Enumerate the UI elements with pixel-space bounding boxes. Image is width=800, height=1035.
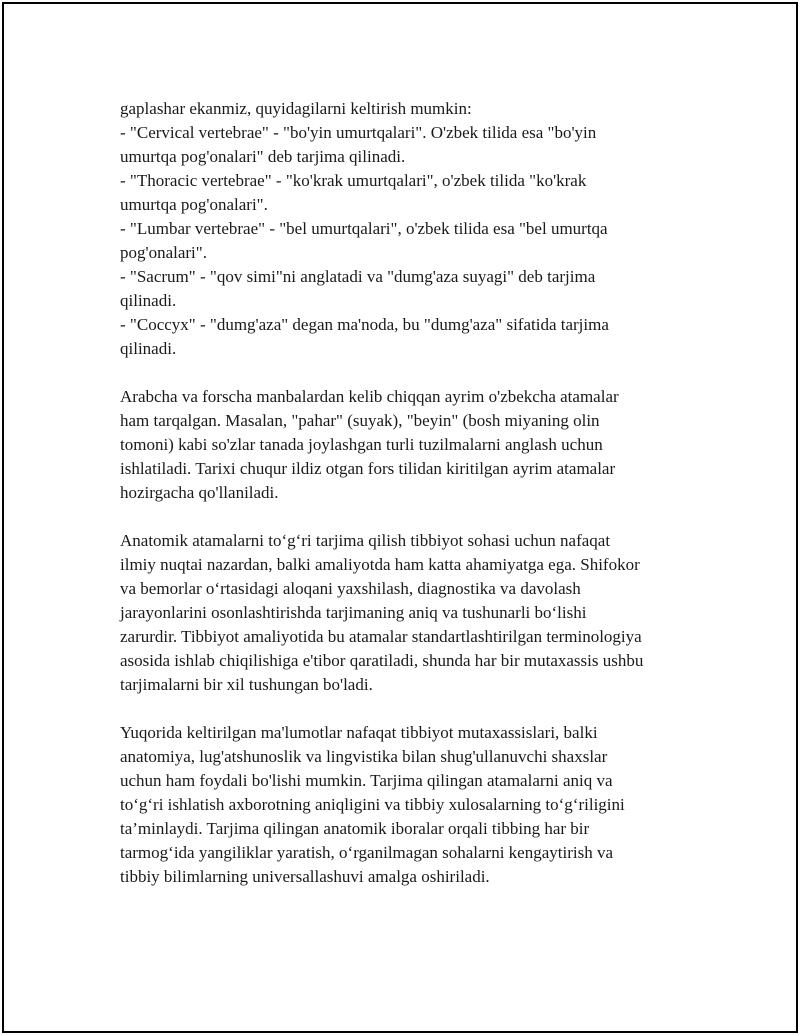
text-line: hozirgacha qo'llaniladi. [120, 483, 279, 502]
text-line: Anatomik atamalarni to‘g‘ri tarjima qilish tibbiyot sohasi uchun nafaqat [120, 531, 611, 550]
paragraph-conclusion [120, 721, 700, 889]
paragraph-arabic-persian-terms [120, 385, 700, 505]
text-line: Yuqorida keltirilgan ma'lumotlar nafaqat tibbiyot mutaxassislari, balki [120, 723, 598, 742]
text-line: ishlatiladi. Tarixi chuqur ildiz otgan fors tilidan kiritilgan ayrim atamalar [120, 459, 616, 478]
text-line: - "Cervical vertebrae" - "bo'yin umurtqalari". O'zbek tilida esa "bo'yin [120, 123, 597, 142]
text-line: ilmiy nuqtai nazardan, balki amaliyotda ham katta ahamiyatga ega. Shifokor [120, 555, 640, 574]
paragraph-spacer [120, 361, 700, 385]
text-line: asosida ishlab chiqilishiga e'tibor qaratiladi, shunda har bir mutaxassis ushbu [120, 651, 644, 670]
text-line: ham tarqalgan. Masalan, "pahar" (suyak), "beyin" (bosh miyaning olin [120, 411, 600, 430]
text-line: umurtqa pog'onalari" deb tarjima qilinadi. [120, 147, 406, 166]
text-line: - "Coccyx" - "dumg'aza" degan ma'noda, bu "dumg'aza" sifatida tarjima [120, 315, 609, 334]
document-body [120, 97, 700, 889]
text-line: - "Thoracic vertebrae" - "ko'krak umurtqalari", o'zbek tilida "ko'krak [120, 171, 587, 190]
text-line: ta’minlaydi. Tarjima qilingan anatomik iboralar orqali tibbing har bir [120, 819, 590, 838]
text-line: pog'onalari". [120, 243, 207, 262]
text-line: qilinadi. [120, 291, 177, 310]
document-page [2, 2, 798, 1033]
text-line: va bemorlar o‘rtasidagi aloqani yaxshilash, diagnostika va davolash [120, 579, 581, 598]
text-line: umurtqa pog'onalari". [120, 195, 268, 214]
text-line: to‘g‘ri ishlatish axborotning aniqligini va tibbiy xulosalarning to‘g‘riligini [120, 795, 625, 814]
text-line: uchun ham foydali bo'lishi mumkin. Tarjima qilingan atamalarni aniq va [120, 771, 613, 790]
text-line: tibbiy bilimlarning universallashuvi amalga oshiriladi. [120, 867, 490, 886]
text-line: gaplashar ekanmiz, quyidagilarni keltirish mumkin: [120, 99, 472, 118]
text-line: anatomiya, lug'atshunoslik va lingvistika bilan shug'ullanuvchi shaxslar [120, 747, 608, 766]
text-line: qilinadi. [120, 339, 177, 358]
paragraph-translation-importance [120, 529, 700, 697]
text-line: zarurdir. Tibbiyot amaliyotida bu atamalar standartlashtirilgan terminologiya [120, 627, 642, 646]
paragraph-spacer [120, 505, 700, 529]
text-line: tomoni) kabi so'zlar tanada joylashgan turli tuzilmalarni anglash uchun [120, 435, 603, 454]
text-line: - "Lumbar vertebrae" - "bel umurtqalari", o'zbek tilida esa "bel umurtqa [120, 219, 608, 238]
paragraph-spacer [120, 697, 700, 721]
text-line: tarmog‘ida yangiliklar yaratish, o‘rganilmagan sohalarni kengaytirish va [120, 843, 614, 862]
text-line: - "Sacrum" - "qov simi"ni anglatadi va "dumg'aza suyagi" deb tarjima [120, 267, 596, 286]
paragraph-vertebrae-list [120, 97, 700, 361]
text-line: Arabcha va forscha manbalardan kelib chiqqan ayrim o'zbekcha atamalar [120, 387, 619, 406]
text-line: jarayonlarini osonlashtirishda tarjimaning aniq va tushunarli bo‘lishi [120, 603, 587, 622]
text-line: tarjimalarni bir xil tushungan bo'ladi. [120, 675, 373, 694]
